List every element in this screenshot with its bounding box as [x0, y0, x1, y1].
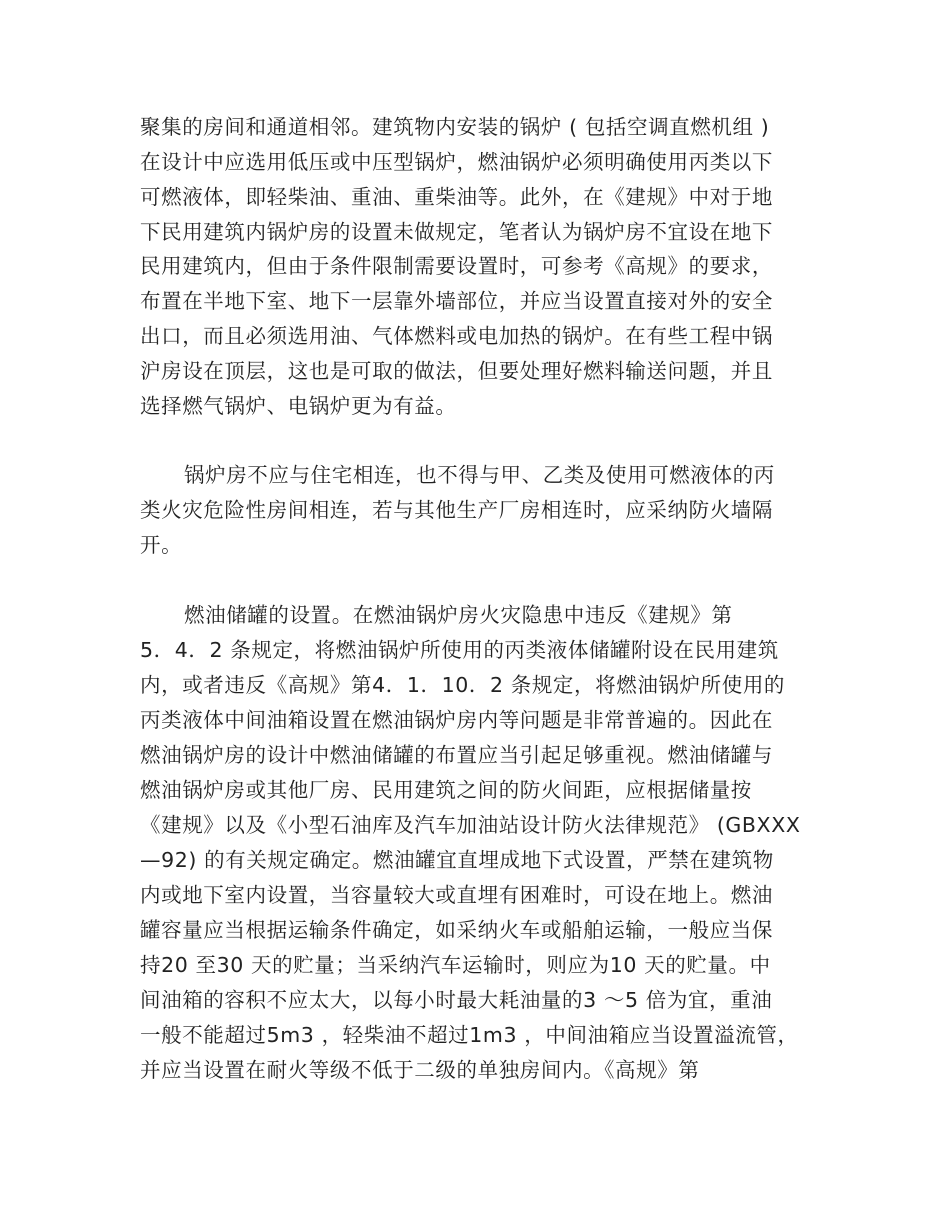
text-line: 布置在半地下室、地下一层靠外墙部位，并应当设置直接对外的安全 — [140, 289, 773, 313]
text-line: 内，或者违反《高规》第4．1．10．2 条规定，将燃油锅炉所使用的 — [140, 673, 786, 697]
text-line: 5．4．2 条规定，将燃油锅炉所使用的丙类液体储罐附设在民用建筑 — [140, 638, 779, 662]
text-line: 可燃液体，即轻柴油、重油、重柴油等。此外，在《建规》中对于地 — [140, 185, 773, 209]
text-line: 间油箱的容积不应太大，以每小时最大耗油量的3 ～5 倍为宜，重油 — [140, 988, 773, 1012]
paragraph-first-line: 燃油储罐的设置。在燃油锅炉房火灾隐患中违反《建规》第 — [184, 603, 733, 627]
text-line: 民用建筑内，但由于条件限制需要设置时，可参考《高规》的要求， — [140, 254, 773, 278]
text-line: 燃油锅炉房的设计中燃油储罐的布置应当引起足够重视。燃油储罐与 — [140, 743, 773, 767]
text-line: 燃油锅炉房或其他厂房、民用建筑之间的防火间距，应根据储量按 — [140, 778, 752, 802]
text-line: 开。 — [140, 533, 183, 557]
text-line: 下民用建筑内锅炉房的设置未做规定，笔者认为锅炉房不宜设在地下 — [140, 220, 773, 244]
paragraph-first-line: 锅炉房不应与住宅相连，也不得与甲、乙类及使用可燃液体的丙 — [184, 463, 775, 487]
text-line: 在设计中应选用低压或中压型锅炉，燃油锅炉必须明确使用丙类以下 — [140, 150, 773, 174]
text-line: 聚集的房间和通道相邻。建筑物内安装的锅炉 ( 包括空调直燃机组 ) — [140, 115, 770, 139]
text-line: 内或地下室内设置，当容量较大或直埋有困难时，可设在地上。燃油 — [140, 883, 773, 907]
text-line: 出口，而且必须选用油、气体燃料或电加热的锅炉。在有些工程中锅 — [140, 324, 773, 348]
text-line: 持20 至30 天的贮量；当采纳汽车运输时，则应为10 天的贮量。中 — [140, 953, 771, 977]
text-line: 罐容量应当根据运输条件确定，如采纳火车或船舶运输，一般应当保 — [140, 918, 773, 942]
text-line: 《建规》以及《小型石油库及汽车加油站设计防火法律规范》 (GBXXX — [140, 813, 801, 837]
text-line: —92) 的有关规定确定。燃油罐宜直埋成地下式设置，严禁在建筑物 — [140, 848, 774, 872]
text-line: 选择燃气锅炉、电锅炉更为有益。 — [140, 394, 457, 418]
text-line: 丙类液体中间油箱设置在燃油锅炉房内等问题是非常普遍的。因此在 — [140, 708, 773, 732]
text-line: 类火灾危险性房间相连，若与其他生产厂房相连时，应采纳防火墙隔 — [140, 498, 773, 522]
text-line: 一般不能超过5m3 ，轻柴油不超过1m3 ，中间油箱应当设置溢流管， — [140, 1023, 799, 1047]
text-line: 沪房设在顶层，这也是可取的做法，但要处理好燃料输送问题，并且 — [140, 359, 773, 383]
text-line: 并应当设置在耐火等级不低于二级的单独房间内。《高规》第 — [140, 1058, 700, 1082]
